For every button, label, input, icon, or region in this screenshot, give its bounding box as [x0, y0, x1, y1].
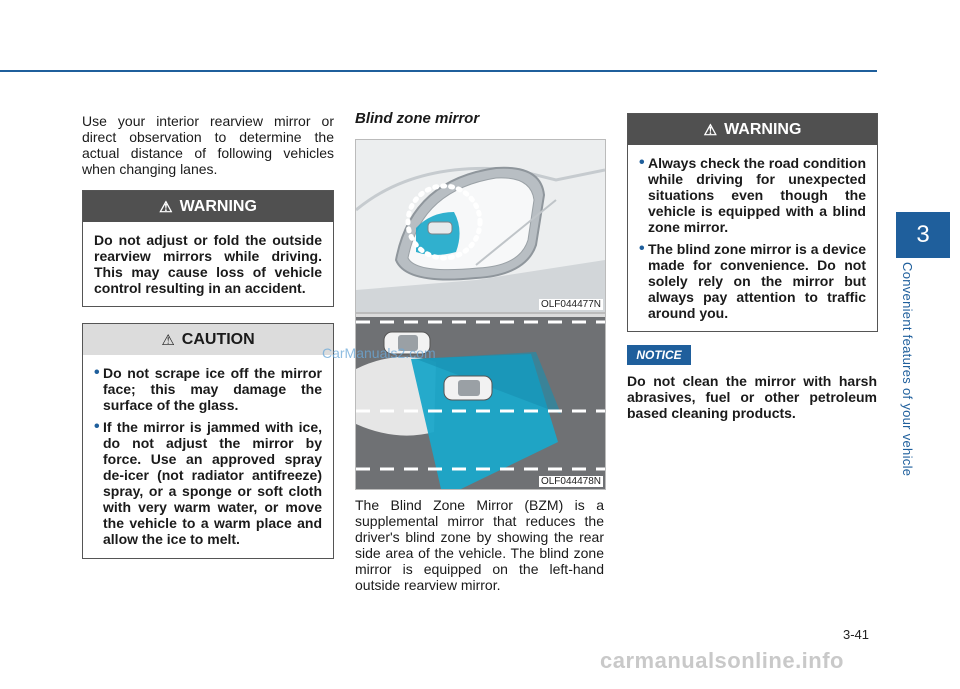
- bullet-dot-icon: •: [94, 418, 100, 435]
- notice-body: Do not clean the mirror with harsh abrasives, fuel or other petroleum based cleaning products.: [627, 373, 877, 421]
- warning-body: [628, 145, 877, 331]
- blind-zone-illustration: [356, 314, 605, 489]
- figure-label: OLF044477N: [540, 299, 601, 310]
- caution-body: [83, 355, 333, 557]
- chapter-number-tab: [896, 212, 950, 258]
- list-item-text: Always check the road condition while driving for unexpected situations even though the vehicle is equipped with a blind zone mirror.: [648, 155, 866, 235]
- bullet-dot-icon: •: [639, 240, 645, 257]
- figure-mirror: [355, 139, 606, 313]
- list-item-text: Do not scrape ice off the mirror face; this may damage the surface of the glass.: [103, 365, 322, 413]
- bzm-paragraph: The Blind Zone Mirror (BZM) is a supplemental mirror that reduces the driver's blind zone by showing the rear side area of the vehicle. The blind zone mirror is equipped on the left-hand outside rearview mirror.: [355, 497, 604, 593]
- warning-title: WARNING: [724, 120, 802, 138]
- caution-title: CAUTION: [181, 330, 255, 348]
- list-item: [639, 241, 866, 321]
- list-item-text: The blind zone mirror is a device made for convenience. Do not solely rely on the mirror but always pay attention to traffic around you.: [648, 241, 866, 321]
- caution-box: [82, 323, 334, 559]
- site-watermark: CarManuals2.com: [322, 345, 436, 361]
- figure-blind-zone: [355, 313, 606, 490]
- header-rule: [0, 70, 877, 72]
- warning-triangle-icon: ⚠: [703, 121, 718, 139]
- footer-watermark: carmanualsonline.info: [600, 648, 844, 673]
- warning-triangle-icon: ⚠: [159, 198, 173, 216]
- list-item: [94, 365, 322, 413]
- car-top-icon: [444, 376, 492, 400]
- page-number: 3-41: [843, 627, 870, 642]
- bullet-dot-icon: •: [639, 154, 645, 171]
- warning-body: Do not adjust or fold the outside rearview mirrors while driving. This may cause loss of vehicle control resulting in an accident.: [94, 232, 322, 296]
- warning-box-left: [82, 190, 334, 307]
- notice-badge: NOTICE: [627, 345, 691, 365]
- caution-header: [83, 324, 333, 355]
- mirror-illustration: [356, 140, 605, 312]
- chapter-title: Convenient features of your vehicle: [900, 262, 915, 477]
- figure-label: OLF044478N: [540, 476, 601, 487]
- chapter-number: 3: [916, 221, 930, 248]
- warning-header: [628, 114, 877, 145]
- caution-triangle-icon: ⚠: [161, 331, 175, 349]
- bullet-dot-icon: •: [94, 364, 100, 381]
- list-item-text: If the mirror is jammed with ice, do not adjust the mirror by force. Use an approved spray de-icer (not radiator antifreeze) spray, or a sponge or soft cloth with very warm water, or move the vehicle to a warm place and allow the ice to melt.: [103, 419, 322, 547]
- warning-box-right: [627, 113, 878, 332]
- intro-paragraph: Use your interior rearview mirror or direct observation to determine the actual distance of following vehicles when changing lanes.: [82, 113, 334, 177]
- list-item: [639, 155, 866, 235]
- warning-header: [83, 191, 333, 222]
- warning-title: WARNING: [179, 197, 257, 215]
- section-heading: Blind zone mirror: [355, 110, 480, 127]
- list-item: [94, 419, 322, 547]
